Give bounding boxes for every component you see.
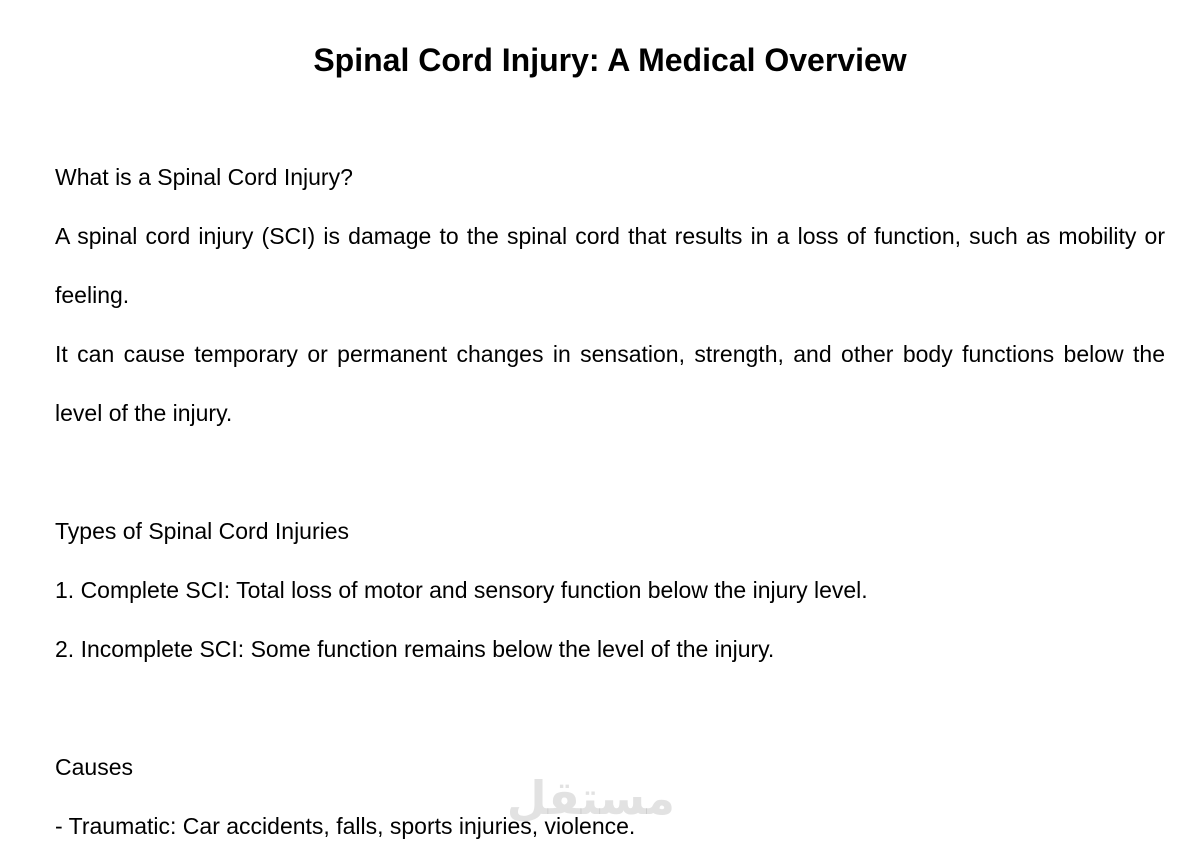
list-item-incomplete-sci: 2. Incomplete SCI: Some function remains below the level of the injury.: [55, 636, 775, 662]
section-heading-types: Types of Spinal Cord Injuries: [55, 518, 350, 544]
watermark-logo: مستقل: [506, 771, 675, 825]
document-body: [55, 148, 1165, 856]
blank-line: [55, 443, 1165, 502]
list-item-traumatic: - Traumatic: Car accidents, falls, sports injuries, violence.: [55, 813, 636, 839]
blank-line: [55, 679, 1165, 738]
section-heading-causes: Causes: [55, 754, 133, 780]
paragraph-effects: It can cause temporary or permanent changes in sensation, strength, and other body functions below the level of the injury.: [55, 341, 1165, 426]
paragraph-definition: A spinal cord injury (SCI) is damage to the spinal cord that results in a loss of function, such as mobility or feeling.: [55, 223, 1165, 308]
list-item-complete-sci: 1. Complete SCI: Total loss of motor and sensory function below the injury level.: [55, 577, 868, 603]
section-heading-what: What is a Spinal Cord Injury?: [55, 164, 353, 190]
document-title: Spinal Cord Injury: A Medical Overview: [313, 42, 907, 78]
